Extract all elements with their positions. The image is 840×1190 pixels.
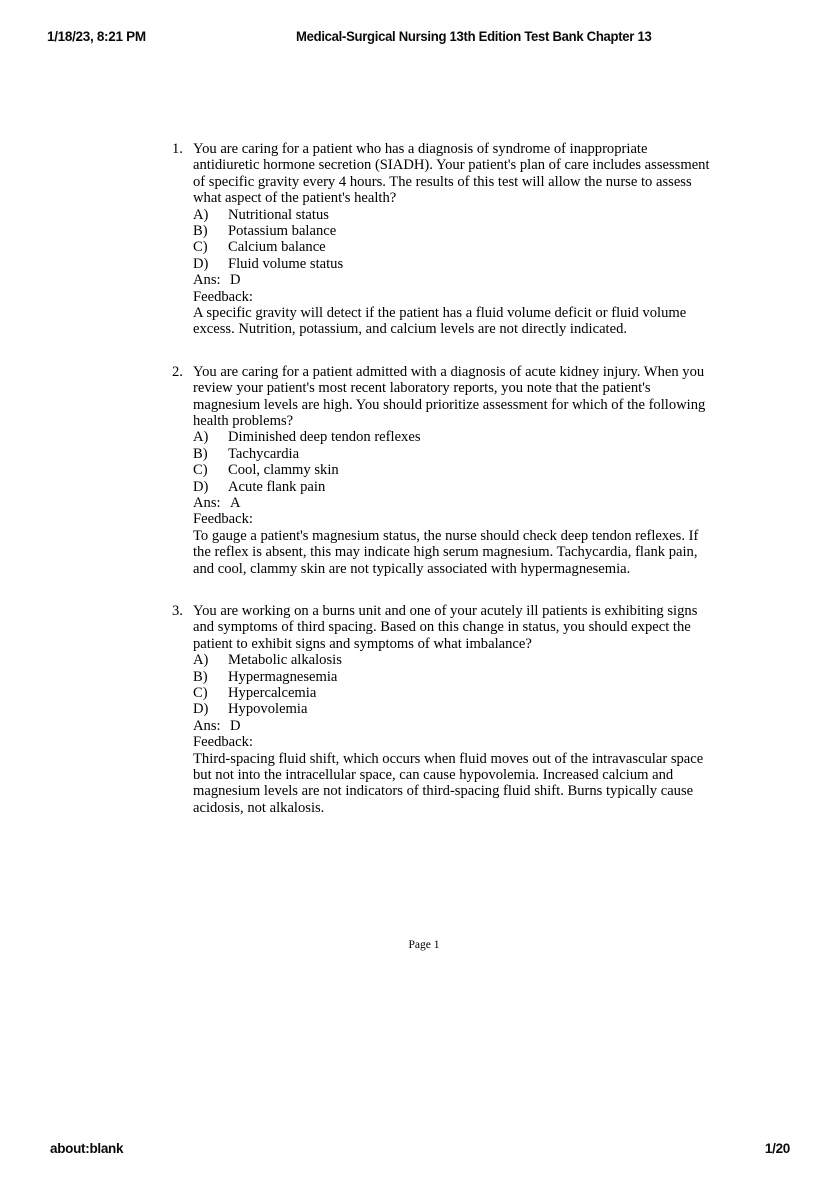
print-header-title: Medical-Surgical Nursing 13th Edition Test Bank Chapter 13 (296, 29, 652, 44)
feedback-label: Feedback: (193, 511, 253, 528)
option-letter: C) (193, 239, 208, 256)
feedback-label: Feedback: (193, 288, 253, 305)
answer-option[interactable] (193, 207, 712, 223)
option-label: Nutritional status (228, 206, 329, 223)
answer-option[interactable] (193, 446, 712, 462)
option-letter: D) (193, 255, 209, 272)
option-letter: A) (193, 429, 209, 446)
option-letter: D) (193, 701, 209, 718)
option-letter: B) (193, 445, 208, 462)
answer-label: Ans: (193, 717, 221, 734)
option-label: Diminished deep tendon reflexes (228, 429, 421, 446)
feedback-text: A specific gravity will detect if the patient has a fluid volume deficit or fluid volume excess. Nutrition, potassium, and calcium levels are not directly indicated. (193, 304, 687, 338)
answer-row (172, 718, 712, 734)
answer-options (172, 429, 712, 495)
answer-row (172, 272, 712, 288)
feedback-label: Feedback: (193, 734, 253, 751)
option-label: Calcium balance (228, 239, 326, 256)
print-footer-page-count: 1/20 (764, 1141, 790, 1156)
option-label: Fluid volume status (228, 255, 344, 272)
answer-option[interactable] (193, 223, 712, 239)
answer-option[interactable] (193, 462, 712, 478)
answer-value: D (230, 272, 241, 289)
option-label: Hypercalcemia (228, 685, 317, 701)
option-label: Acute flank pain (228, 478, 326, 495)
feedback-text: Third-spacing fluid shift, which occurs when fluid moves out of the intravascular space but not into the intracellular space, can cause hypovolemia. Increased calcium and magnesium levels are not indicators of third-spacing fluid shift. Burns typically cause acidosis, not alkalosis. (193, 750, 704, 816)
answer-options (172, 207, 712, 273)
question-list (172, 141, 712, 842)
answer-value: D (230, 717, 241, 734)
option-letter: B) (193, 668, 208, 685)
option-label: Tachycardia (228, 445, 300, 462)
answer-option[interactable] (193, 685, 712, 701)
question-number: 2. (172, 363, 183, 380)
question-heading (172, 141, 712, 207)
option-letter: A) (193, 652, 209, 669)
option-label: Potassium balance (228, 223, 337, 240)
option-letter: C) (193, 462, 208, 479)
page-footer-label (0, 938, 840, 952)
question-text: You are working on a burns unit and one of your acutely ill patients is exhibiting signs and symptoms of third spacing. Based on this change in status, you should expect the patient to exhibit signs and symptoms of what imbalance? (193, 603, 698, 652)
option-label: Cool, clammy skin (228, 462, 339, 479)
option-letter: C) (193, 685, 208, 701)
answer-value: A (230, 494, 241, 511)
answer-options (172, 652, 712, 718)
answer-option[interactable] (193, 701, 712, 717)
question-heading (172, 603, 712, 652)
answer-row (172, 495, 712, 511)
answer-option[interactable] (193, 479, 712, 495)
browser-print-footer (0, 1141, 840, 1161)
question-text: You are caring for a patient admitted with a diagnosis of acute kidney injury. When you review your patient's most recent laboratory reports, you note that the patient's magnesium levels are high. You should prioritize assessment for which of the following health problems? (193, 363, 706, 430)
option-label: Hypovolemia (228, 701, 308, 718)
question-number: 3. (172, 603, 183, 619)
print-header-date: 1/18/23, 8:21 PM (47, 29, 146, 44)
option-letter: D) (193, 478, 209, 495)
option-label: Hypermagnesemia (228, 668, 338, 685)
page-number-text: Page 1 (408, 939, 440, 951)
option-letter: B) (193, 223, 208, 240)
question-block (172, 141, 712, 338)
answer-option[interactable] (193, 256, 712, 272)
question-block (172, 364, 712, 577)
question-text: You are caring for a patient who has a diagnosis of syndrome of inappropriate antidiuretic hormone secretion (SIADH). Your patient's plan of care includes assessment of specific gravity every 4 hours. The results of this test will allow the nurse to assess what aspect of the patient's health? (193, 141, 710, 207)
answer-option[interactable] (193, 669, 712, 685)
answer-option[interactable] (193, 239, 712, 255)
answer-option[interactable] (193, 429, 712, 445)
print-footer-url: about:blank (50, 1141, 124, 1156)
question-number: 1. (172, 141, 183, 157)
option-letter: A) (193, 206, 209, 223)
answer-label: Ans: (193, 272, 221, 289)
option-label: Metabolic alkalosis (228, 652, 342, 669)
answer-label: Ans: (193, 494, 221, 511)
feedback-text: To gauge a patient's magnesium status, the nurse should check deep tendon reflexes. If the reflex is absent, this may indicate high serum magnesium. Tachycardia, flank pain, and cool, clammy skin are not typically associated with hypermagnesemia. (193, 527, 699, 577)
answer-option[interactable] (193, 652, 712, 668)
question-block (172, 603, 712, 816)
question-heading (172, 364, 712, 430)
